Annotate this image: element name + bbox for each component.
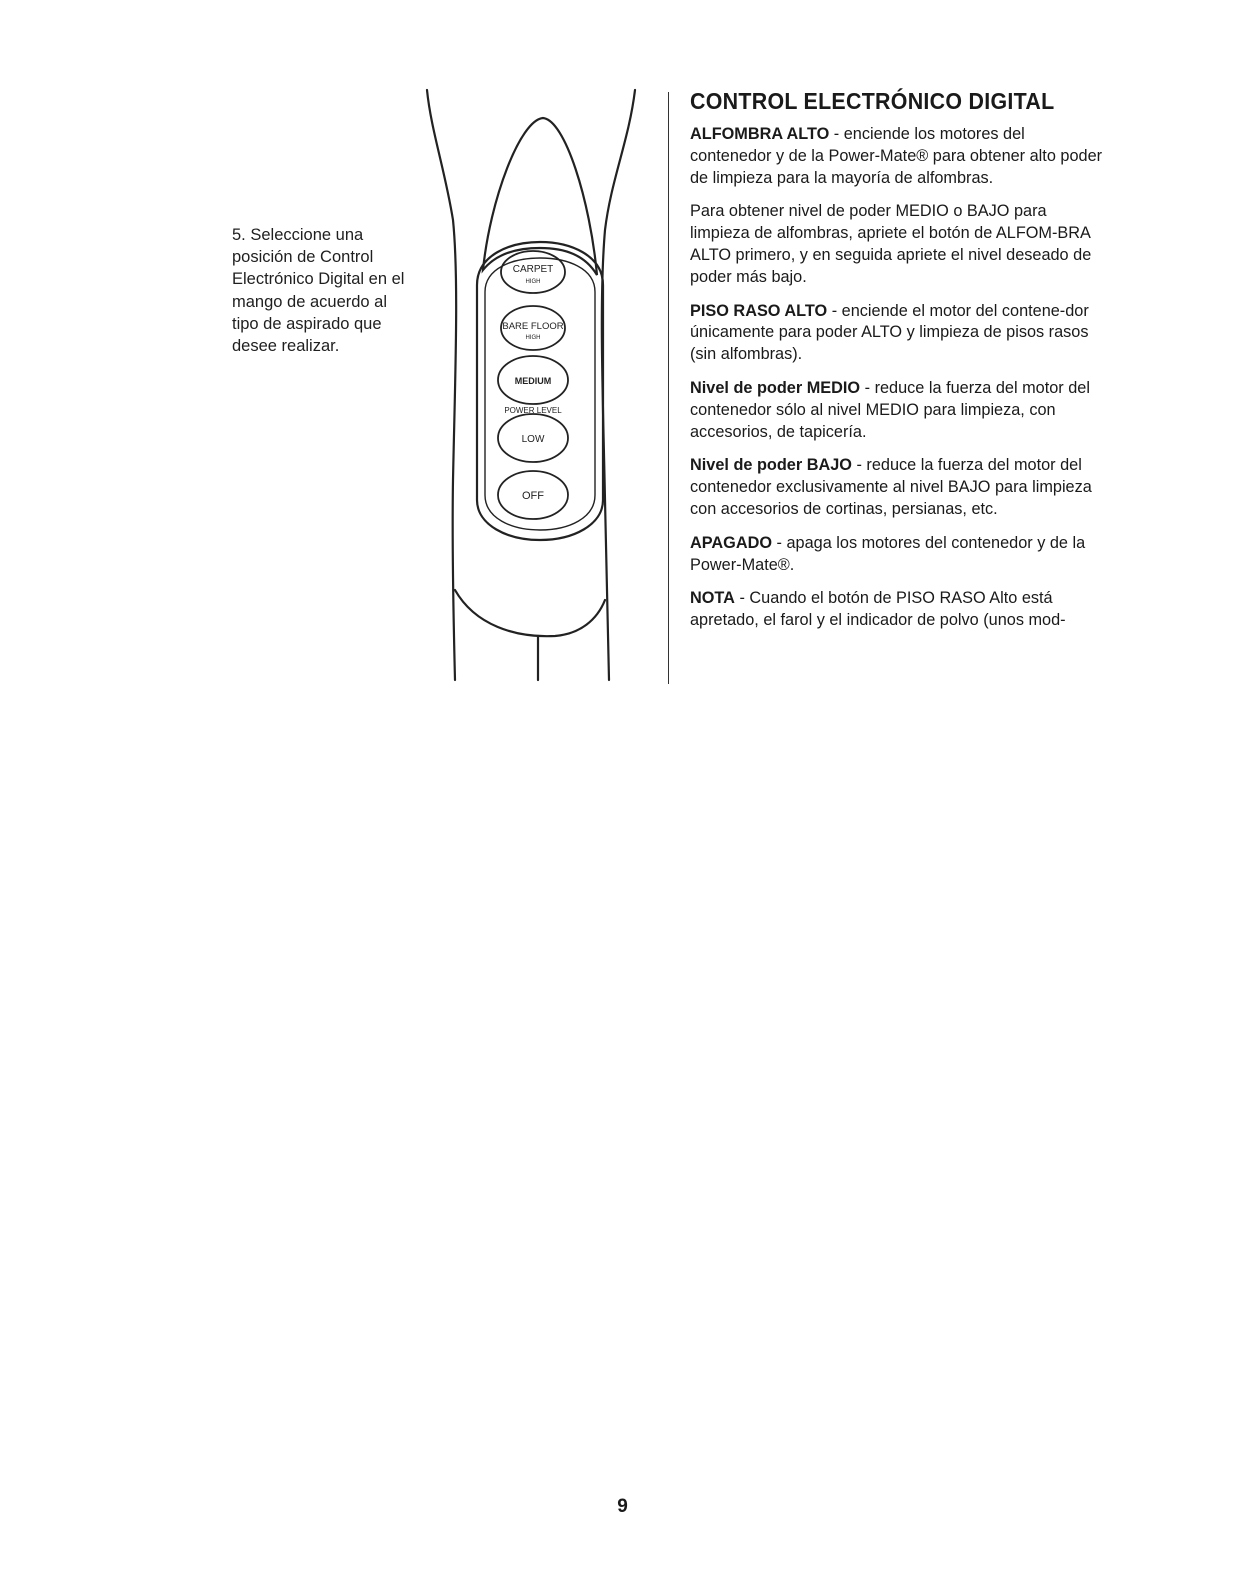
paragraph-power-levels: Para obtener nivel de poder MEDIO o BAJO para limpieza de alfombras, apriete el botón de ALFOM-BRA ALTO primero, y en seguida apriete el nivel deseado de poder más bajo. [690, 202, 1092, 286]
handle-outline-right [602, 90, 635, 680]
content-column [690, 88, 1110, 644]
page-number: 9 [617, 1496, 628, 1517]
section-title: CONTROL ELECTRÓNICO DIGITAL [690, 88, 1055, 114]
off-label: OFF [522, 490, 544, 502]
column-divider [668, 92, 669, 684]
medium-label: MEDIUM [514, 376, 552, 386]
paragraph-note: NOTA - Cuando el botón de PISO RASO Alto está apretado, el farol y el indicador de polvo (unos mod- [690, 589, 1066, 630]
low-label: LOW [521, 434, 545, 445]
paragraph-medium: Nivel de poder MEDIO - reduce la fuerza del motor del contenedor sólo al nivel MEDIO para limpieza, con accesorios, de tapicería. [690, 378, 1090, 441]
paragraph-off: APAGADO - apaga los motores del contenedor y de la Power-Mate®. [690, 533, 1086, 574]
bare-floor-label: BARE FLOOR [502, 321, 564, 332]
handle-outline-left [427, 90, 456, 680]
bare-floor-sub-label: HIGH [525, 335, 541, 341]
power-level-label: POWER LEVEL [504, 406, 562, 415]
paragraph-carpet-high: ALFOMBRA ALTO - enciende los motores del contenedor y de la Power-Mate® para obtener alto poder de limpieza para la mayoría de alfombras. [690, 125, 1103, 187]
handle-illustration [415, 80, 655, 690]
paragraph-low: Nivel de poder BAJO - reduce la fuerza del motor del contenedor exclusivamente al nivel BAJO para limpieza con accesorios de cortinas, persianas, etc. [690, 456, 1092, 518]
paragraph-bare-floor-high: PISO RASO ALTO - enciende el motor del contene-dor únicamente para poder ALTO y limpieza de pisos rasos (sin alfombras). [690, 301, 1089, 364]
carpet-sub-label: HIGH [525, 279, 541, 285]
handle-base-curve [455, 590, 605, 636]
carpet-label: CARPET [512, 264, 554, 275]
step-5-instruction: 5. Seleccione una posición de Control Electrónico Digital en el mango de acuerdo al tipo de aspirado que desee realizar. [232, 226, 405, 356]
